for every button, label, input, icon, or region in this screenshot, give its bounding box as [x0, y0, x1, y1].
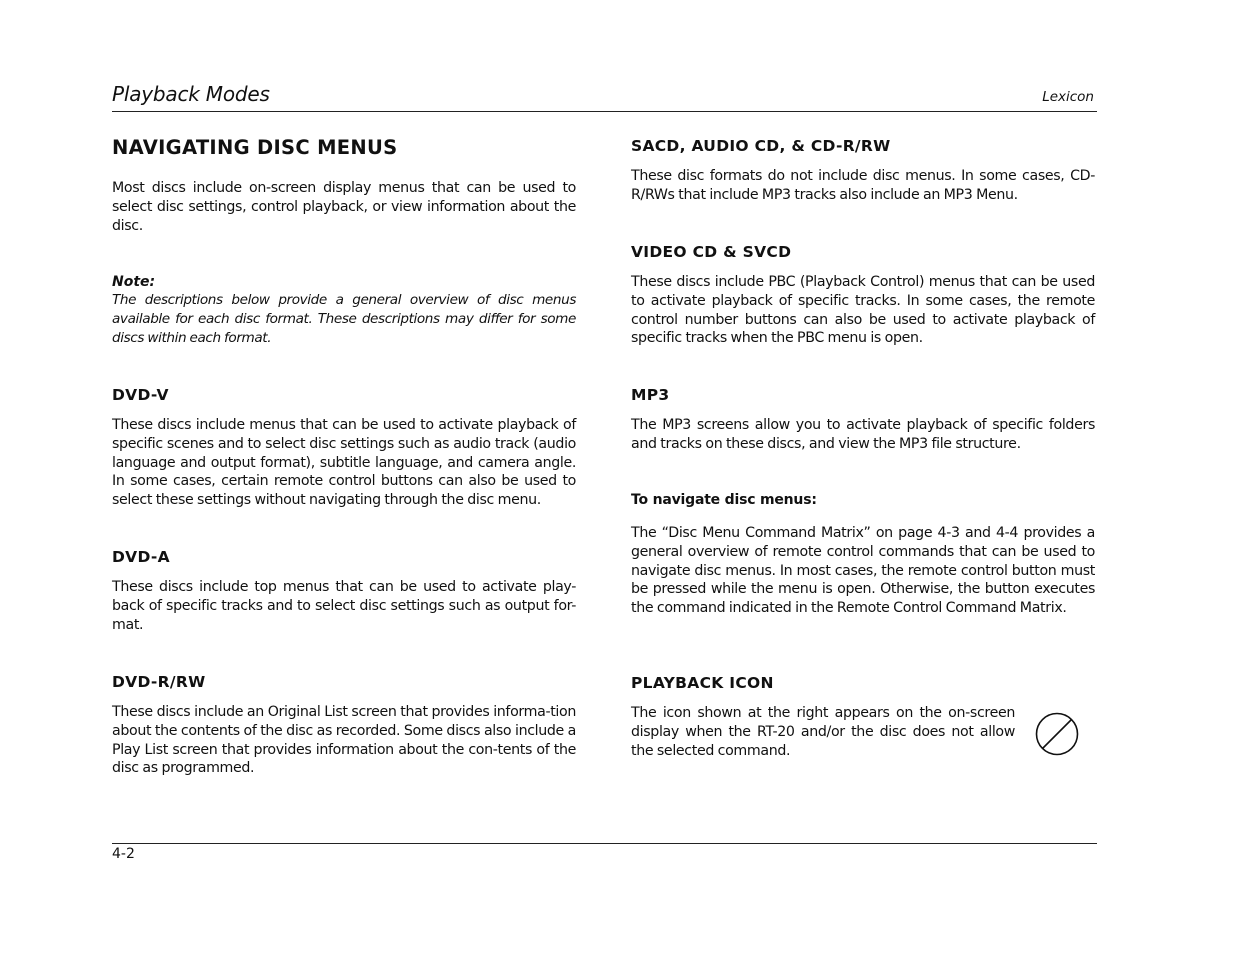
note-text: The descriptions below provide a general overview of disc menus available for each disc format. These descriptions may differ for some discs within each format.	[112, 292, 576, 346]
header-rule	[112, 111, 1097, 112]
heading-dvd-rw: DVD-R/RW	[112, 673, 206, 691]
procedure-paragraph: The “Disc Menu Command Matrix” on page 4-3 and 4-4 provides a general overview of remote control commands that can be used to navigate disc menus. In most cases, the remote control button must be pressed while the menu is open. Otherwise, the button executes the command indicated in the Remote Control Command Matrix.	[631, 525, 1095, 617]
heading-playback-icon: PLAYBACK ICON	[631, 674, 774, 692]
section-title: NAVIGATING DISC MENUS	[112, 136, 398, 159]
page-header-brand: Lexicon	[1042, 89, 1094, 105]
procedure-heading: To navigate disc menus:	[631, 492, 817, 508]
heading-sacd: SACD, AUDIO CD, & CD-R/RW	[631, 137, 891, 155]
paragraph-vcd: These discs include PBC (Playback Control) menus that can be used to activate playback of specific tracks. In some cases, the remote control number buttons can also be used to activate playback of specific tracks when the PBC menu is open.	[631, 274, 1095, 347]
paragraph-playback-icon: The icon shown at the right appears on the on-screen display when the RT-20 and/or the disc does not allow the selected command.	[631, 705, 1015, 759]
heading-dvd-a: DVD-A	[112, 548, 170, 566]
heading-vcd: VIDEO CD & SVCD	[631, 243, 792, 261]
page-number: 4-2	[112, 846, 135, 862]
paragraph-dvd-v: These discs include menus that can be used to activate playback of specific scenes and to select disc settings such as audio track (audio language and output format), subtitle language, and camera angle. In some cases, certain remote control buttons can also be used to select these settings without navigating through the disc menu.	[112, 417, 576, 509]
heading-dvd-v: DVD-V	[112, 386, 169, 404]
paragraph-sacd: These disc formats do not include disc menus. In some cases, CD-R/RWs that include MP3 tracks also include an MP3 Menu.	[631, 168, 1095, 203]
paragraph-dvd-rw: These discs include an Original List screen that provides informa-tion about the contents of the disc as recorded. Some discs also include a Play List screen that provides information about the con-tents of the disc as programmed.	[112, 704, 576, 777]
intro-paragraph: Most discs include on-screen display menus that can be used to select disc settings, control playback, or view information about the disc.	[112, 180, 576, 234]
note-label: Note:	[112, 274, 156, 290]
paragraph-dvd-a: These discs include top menus that can be used to activate play-back of specific tracks and to select disc settings such as output for-mat.	[112, 579, 576, 633]
heading-mp3: MP3	[631, 386, 670, 404]
footer-rule	[112, 843, 1097, 844]
page-header-title: Playback Modes	[112, 82, 270, 106]
prohibited-icon	[1035, 712, 1079, 756]
paragraph-mp3: The MP3 screens allow you to activate playback of specific folders and tracks on these discs, and view the MP3 file structure.	[631, 417, 1095, 452]
